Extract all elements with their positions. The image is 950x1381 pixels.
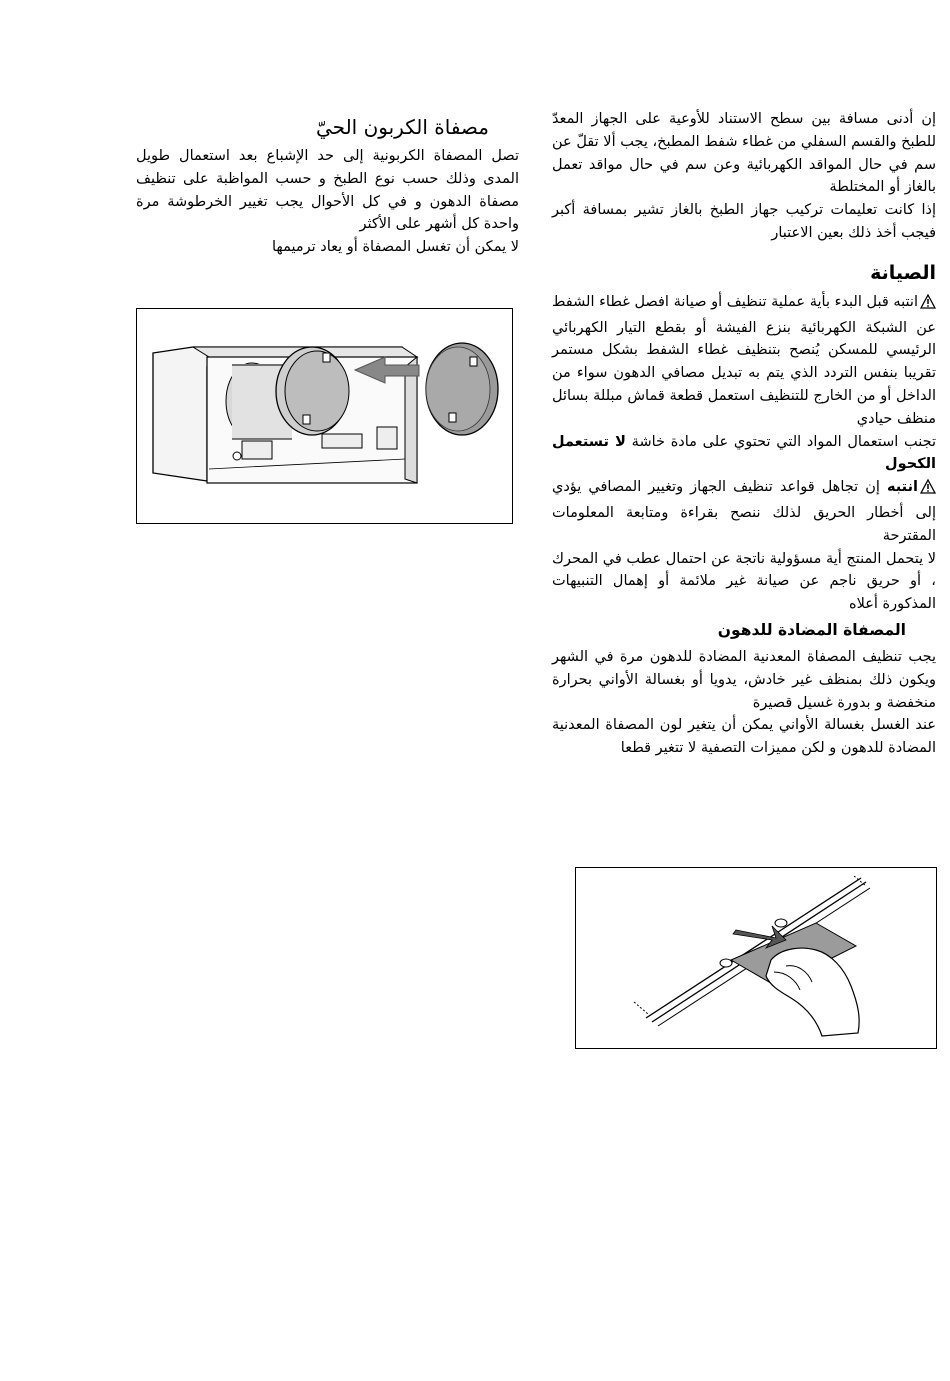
carbon-filter-para-1: تصل المصفاة الكربونية إلى حد الإشباع بعد استعمال طويل المدى وذلك حسب نوع الطبخ و حسب المواظبة على تنظيف مصفاة الدهون و في كل الأحوال يجب تغيير الخرطوشة مرة واحدة كل أشهر على الأكثر [136,148,519,233]
grease-filter-para-2: عند الغسل بغسالة الأواني يمكن أن يتغير لون المصفاة المعدنية المضادة للدهون و لكن مميزات التصفية لا تتغير قطعا [552,717,936,757]
installation-gas-text: إذا كانت تعليمات تركيب جهاز الطبخ بالغاز تشير بمسافة أكبر فيجب أخذ ذلك بعين الاعتبار [552,202,936,241]
warning-triangle-icon [920,479,936,502]
maintenance-warning-1-text: انتبه قبل البدء بأية عملية تنظيف أو صيانة افصل غطاء الشفط عن الشبكة الكهربائية بنزع الفيشة أو بقطع التيار الكهربائي الرئيسي للمسكن يُنصح بتنظيف غطاء الشفط بشكل مستمر تقريبا بنفس التردد الذي يتم به تبديل مصافي الدهون سواء من الداخل أو من الخارج للتنظيف استعمل قطعة قماش مبللة بسائل منظف حيادي [552,293,936,427]
carbon-filter-para-2: لا يمكن أن تغسل المصفاة أو يعاد ترميمها [272,239,519,256]
maintenance-warning-2-text: إن تجاهل قواعد تنظيف الجهاز وتغيير المصافي يؤدي إلى أخطار الحريق لذلك ننصح بقراءة ومتابعة المعلومات المقترحة [552,479,936,544]
warning-triangle-icon [920,294,936,317]
no-alcohol-text: لا تستعمل الكحول [552,433,936,473]
left-column [136,113,519,259]
grease-filter-drawing [576,868,936,1048]
grease-filter-illustration [575,867,937,1049]
grease-filter-para-1: يجب تنظيف المصفاة المعدنية المضادة للدهون مرة في الشهر ويكون ذلك بمنظف غير خادش، يدويا أو بغسالة الأواني بحرارة منخفضة و بدورة غسيل قصيرة [552,648,936,711]
avoid-abrasives [552,431,936,477]
carbon-filter-illustration [136,308,513,524]
maintenance-warning-2 [552,476,936,547]
warning-2-label: انتبه [886,479,919,496]
installation-distance-text: إن أدنى مسافة بين سطح الاستناد للأوعية على الجهاز المعدّ للطبخ والقسم السفلي من غطاء شفط المطبخ، يجب ألا تقلّ عن سم في حال المواقد الكهربائية وعن سم في حال مواقد تعمل بالغاز أو المختلطة [552,111,936,196]
maintenance-heading: الصيانة [870,261,936,284]
grease-filter-heading: المصفاة المضادة للدهون [717,620,906,639]
hood-drawing [137,309,512,523]
maintenance-warning-1 [552,291,936,431]
liability-text: لا يتحمل المنتج أية مسؤولية ناتجة عن احتمال عطب في المحرك ، أو حريق ناجم عن صيانة غير ملائمة أو إهمال التنبيهات المذكورة أعلاه [552,550,936,613]
carbon-filter-heading: مصفاة الكربون الحيّ [315,115,489,139]
avoid-abrasives-text: تجنب استعمال المواد التي تحتوي على مادة خاشة [631,433,937,450]
right-column [552,108,936,760]
